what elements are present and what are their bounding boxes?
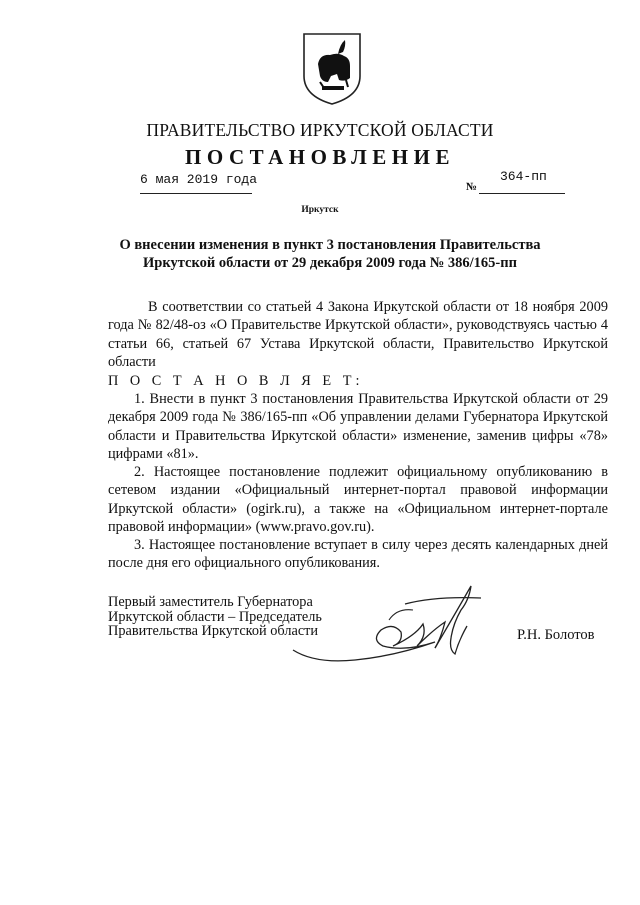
document-subject	[100, 236, 560, 272]
point-1: 1. Внести в пункт 3 постановления Правительства Иркутской области от 29 декабря 2009 года № 386/165-пп «Об управлении делами Губернатора Иркутской области и Правительства Иркутской области» изменение, заменив цифры «78» цифрами «81».	[108, 391, 608, 463]
city-label: Иркутск	[301, 205, 339, 215]
document-number: 364-пп	[500, 169, 547, 184]
government-title: ПРАВИТЕЛЬСТВО ИРКУТСКОЙ ОБЛАСТИ	[146, 120, 494, 140]
point-2: 2. Настоящее постановление подлежит официальному опубликованию в сетевом издании «Официальный интернет-портал правовой информации Иркутской области» (ogirk.ru), а также на «Официальном интернет-портале правовой информации» (www.pravo.gov.ru).	[108, 464, 608, 536]
number-underline	[479, 193, 565, 194]
signer-position-line: Правительства Иркутской области	[108, 623, 319, 639]
subject-line: О внесении изменения в пункт 3 постановления Правительства	[119, 237, 541, 253]
subject-line: Иркутской области от 29 декабря 2009 года № 386/165-пп	[143, 255, 517, 271]
number-sign: №	[466, 181, 478, 193]
point-3: 3. Настоящее постановление вступает в силу через десять календарных дней после дня его официального опубликования.	[108, 537, 608, 572]
document-date: 6 мая 2019 года	[140, 172, 258, 187]
date-underline	[140, 193, 252, 194]
decree-word: П О С Т А Н О В Л Я Е Т:	[108, 373, 364, 389]
signer-position-line: Первый заместитель Губернатора	[108, 594, 313, 610]
intro-paragraph: В соответствии со статьей 4 Закона Иркутской области от 18 ноября 2009 года № 82/48-оз «О Правительстве Иркутской области», руководствуясь частью 4 статьи 66, статьей 67 Устава Иркутской области, Правительство Иркутской области	[108, 299, 608, 371]
document-type: ПОСТАНОВЛЕНИЕ	[185, 145, 455, 169]
coat-of-arms-icon	[300, 30, 364, 106]
handwritten-signature	[285, 580, 495, 672]
signer-name: Р.Н. Болотов	[517, 627, 595, 643]
signer-position-line: Иркутской области – Председатель	[108, 608, 322, 625]
